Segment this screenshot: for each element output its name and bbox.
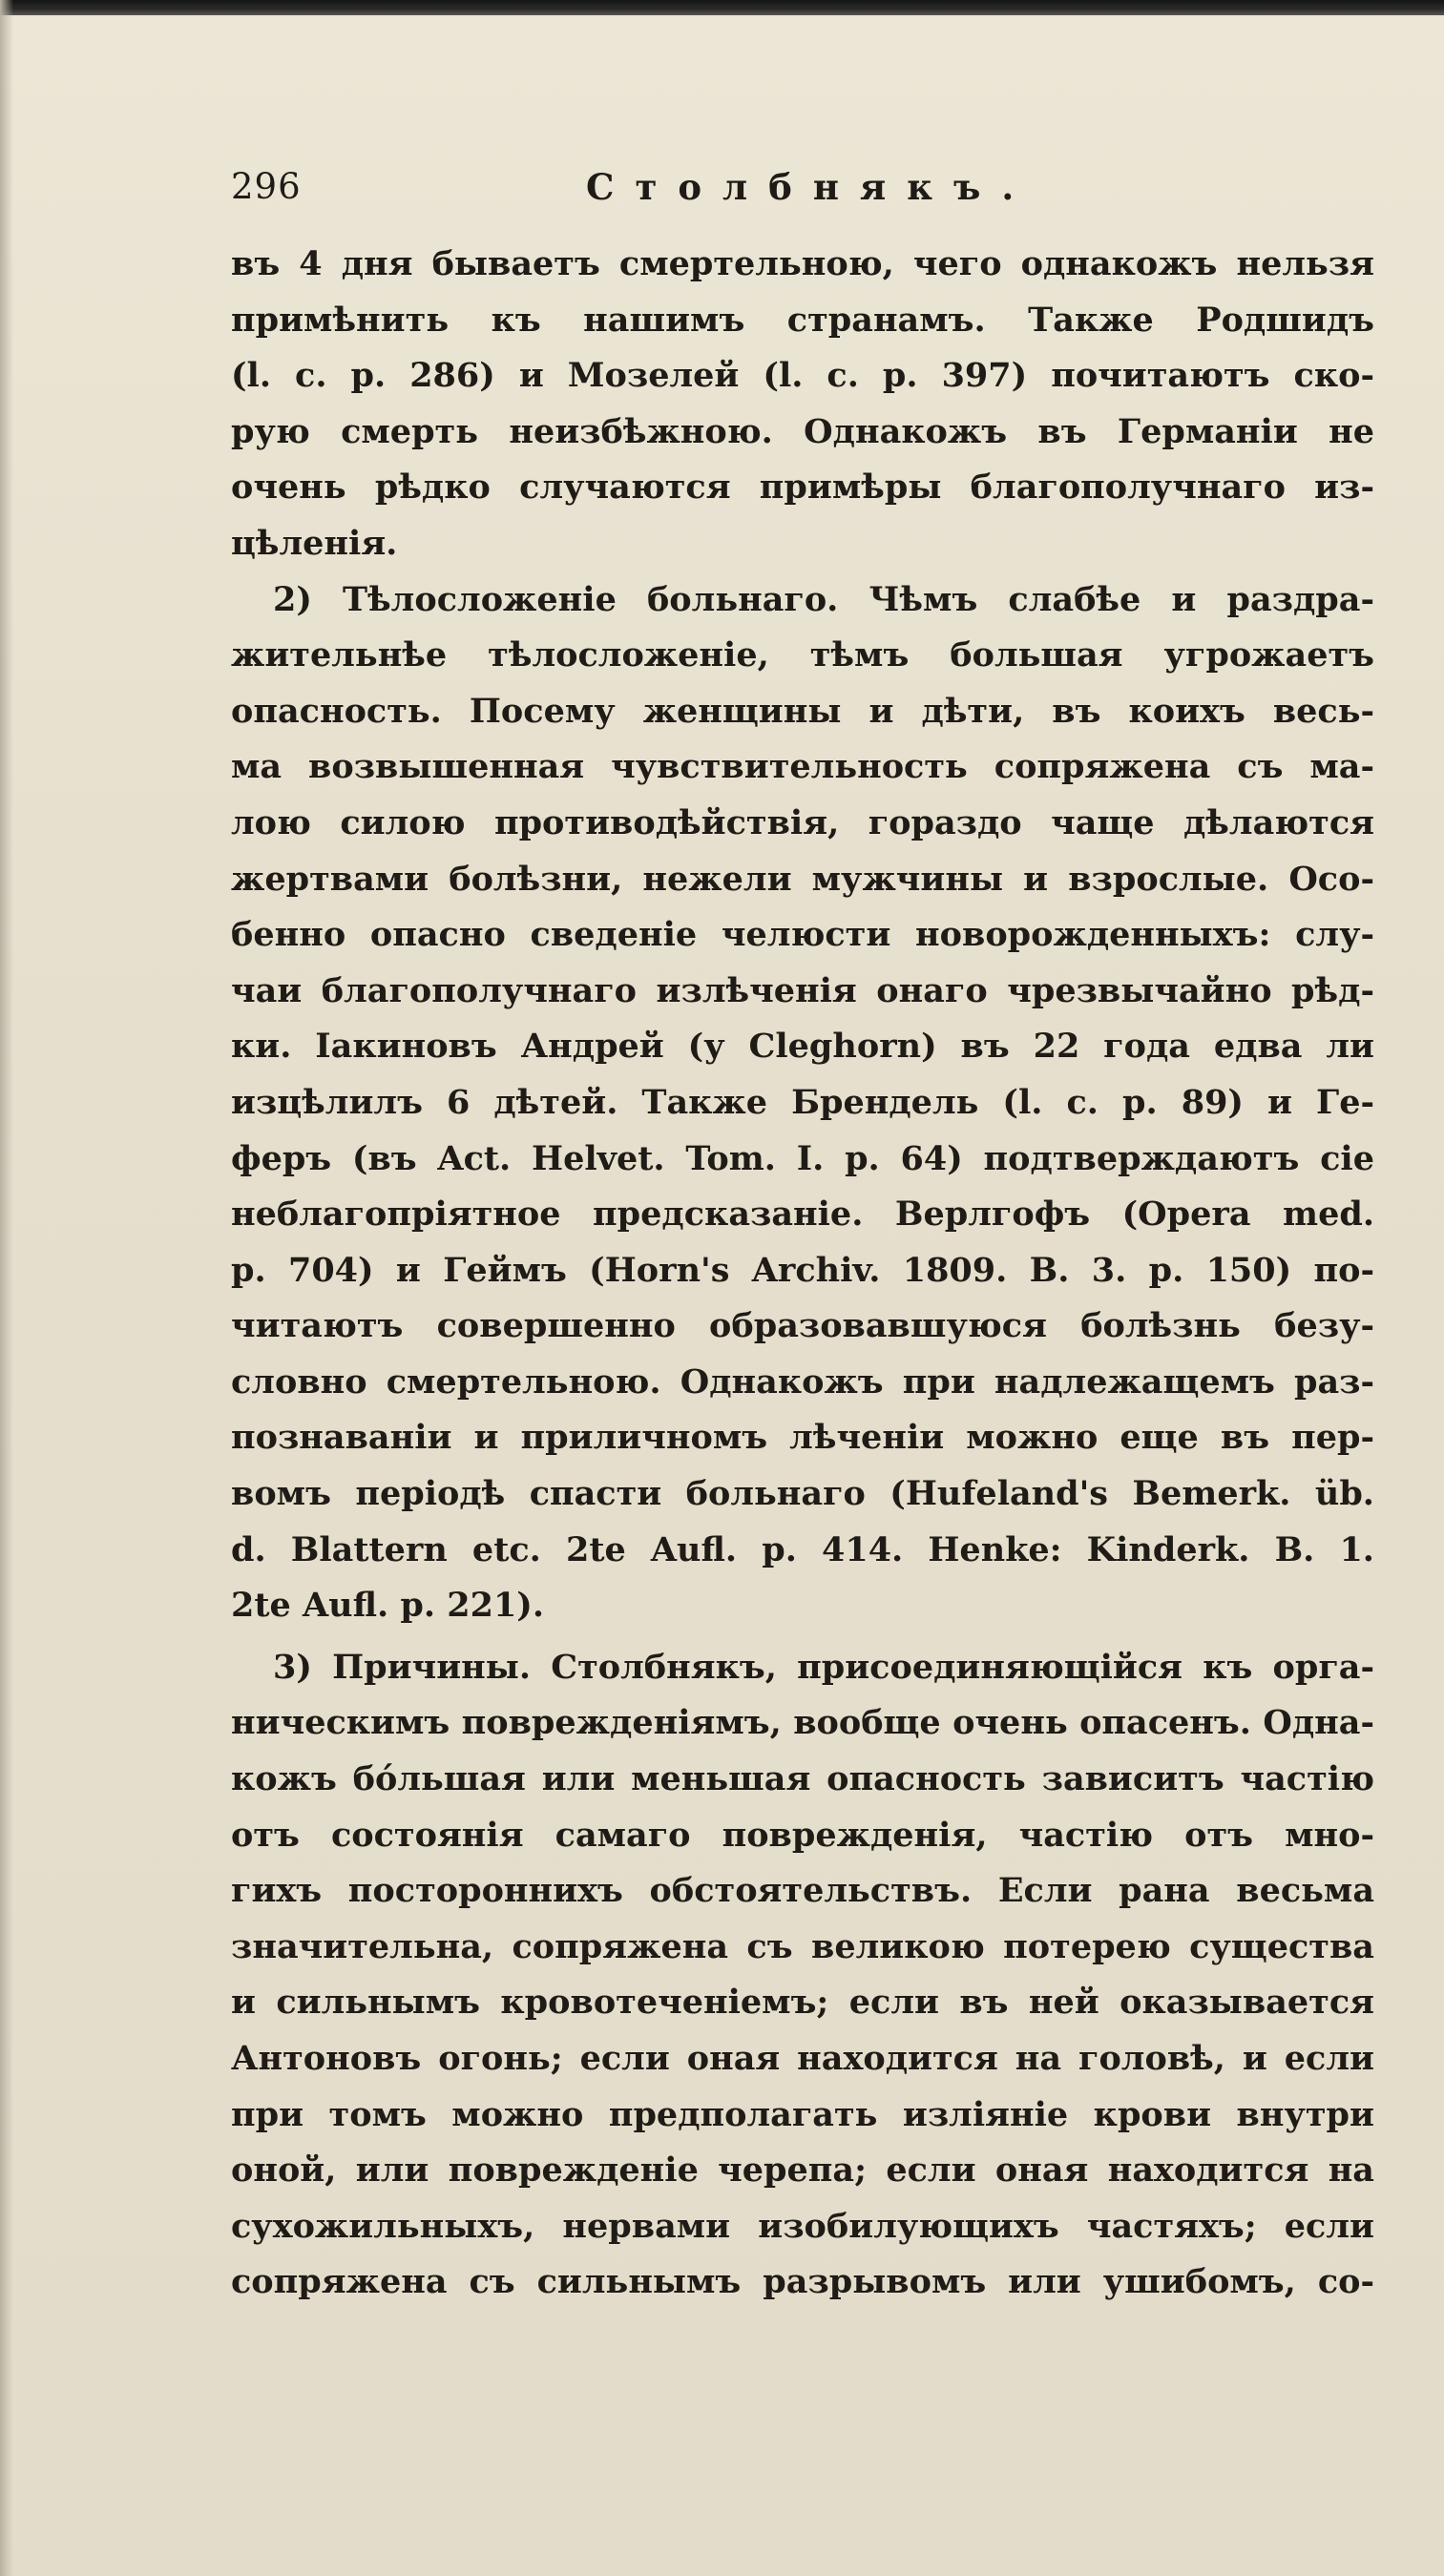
- text-line: въ 4 дня бываетъ смертельною, чего однакожъ нельзя: [231, 244, 1374, 283]
- text-line: отъ состоянія самаго поврежденія, частію отъ мно-: [231, 1815, 1374, 1855]
- text-line: словно смертельною. Однакожъ при надлежащемъ раз-: [231, 1361, 1374, 1402]
- text-line: опасность. Посему женщины и дѣти, въ коихъ весь-: [231, 691, 1374, 731]
- text-line: бенно опасно сведеніе челюсти новорожденныхъ: слу-: [231, 915, 1374, 955]
- text-line: 2te Aufl. p. 221).: [231, 1586, 545, 1626]
- text-line: Антоновъ огонь; если оная находится на головѣ, и если: [231, 2039, 1374, 2078]
- text-line: феръ (въ Act. Helvet. Tom. I. p. 64) подтверждаютъ сіе: [231, 1138, 1374, 1178]
- text-line: жительнѣе тѣлосложеніе, тѣмъ большая угрожаетъ: [231, 635, 1374, 675]
- text-line: оной, или поврежденіе черепа; если оная находится на: [231, 2150, 1374, 2191]
- text-line: при томъ можно предполагать изліяніе крови внутри: [231, 2094, 1374, 2134]
- text-line: познаваніи и приличномъ лѣченіи можно еще въ пер-: [231, 1418, 1374, 1458]
- text-line: жертвами болѣзни, нежели мужчины и взрослые. Осо-: [231, 859, 1374, 899]
- text-line: и сильнымъ кровотеченіемъ; если въ ней оказывается: [231, 1983, 1374, 2023]
- paragraph-start-line: 2) Тѣлосложеніе больнаго. Чѣмъ слабѣе и раздра-: [273, 579, 1374, 619]
- running-title: Столбнякъ.: [586, 166, 1036, 208]
- text-line: ническимъ поврежденіямъ, вообще очень опасенъ. Одна-: [231, 1703, 1374, 1743]
- text-line: лою силою противодѣйствія, гораздо чаще дѣлаются: [231, 802, 1374, 842]
- text-line: вомъ періодѣ спасти больнаго (Hufeland's Bemerk. üb.: [231, 1474, 1374, 1514]
- text-line: p. 704) и Геймъ (Horn's Archiv. 1809. B. 3. p. 150) по-: [231, 1250, 1374, 1290]
- text-line: изцѣлилъ 6 дѣтей. Также Брендель (l. c. p. 89) и Ге-: [231, 1082, 1374, 1122]
- scan-top-edge: [0, 0, 1444, 15]
- text-line: рую смерть неизбѣжною. Однакожъ въ Германіи не: [231, 411, 1374, 451]
- text-line: сопряжена съ сильнымъ разрывомъ или ушибомъ, со-: [231, 2262, 1374, 2302]
- text-line: цѣленія.: [231, 523, 398, 563]
- body-text: [231, 237, 1374, 2311]
- text-line: сухожильныхъ, нервами изобилующихъ частяхъ; если: [231, 2206, 1374, 2246]
- text-line: читаютъ совершенно образовавшуюся болѣзнь безу-: [231, 1306, 1374, 1346]
- scan-gutter-shadow: [0, 0, 13, 2576]
- text-line: примѣнить къ нашимъ странамъ. Также Родшидъ: [231, 300, 1374, 340]
- text-line: ма возвышенная чувствительность сопряжена съ ма-: [231, 747, 1374, 787]
- text-line: неблагопріятное предсказаніе. Верлгофъ (Opera med.: [231, 1195, 1374, 1235]
- paragraph-start-line: 3) Причины. Столбнякъ, присоединяющійся къ орга-: [273, 1647, 1374, 1687]
- page-number: 296: [231, 166, 302, 207]
- page-header: [231, 166, 1376, 223]
- text-line: кожъ бóльшая или меньшая опасность зависитъ частію: [231, 1759, 1374, 1799]
- text-line: d. Blattern etc. 2te Aufl. p. 414. Henke: Kinderk. B. 1.: [231, 1529, 1374, 1569]
- text-line: ки. Іакиновъ Андрей (у Cleghorn) въ 22 года едва ли: [231, 1027, 1374, 1067]
- text-line: (l. c. p. 286) и Мозелей (l. c. p. 397) почитаютъ ско-: [231, 356, 1374, 396]
- text-line: чаи благополучнаго излѣченія онаго чрезвычайно рѣд-: [231, 970, 1374, 1010]
- text-line: гихъ постороннихъ обстоятельствъ. Если рана весьма: [231, 1871, 1374, 1911]
- text-line: очень рѣдко случаются примѣры благополучнаго из-: [231, 467, 1374, 508]
- text-line: значительна, сопряжена съ великою потерею существа: [231, 1926, 1374, 1966]
